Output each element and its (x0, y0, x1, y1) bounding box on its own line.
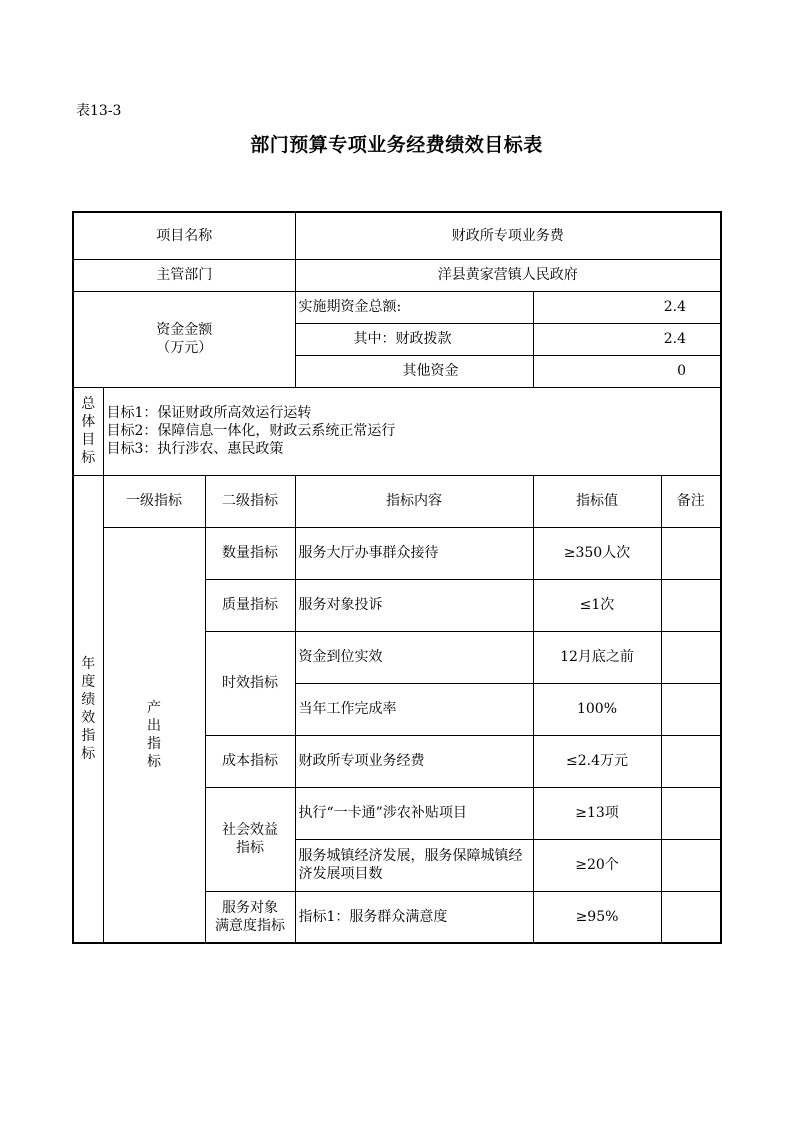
goal-item: 目标2：保障信息一体化，财政云系统正常运行 (106, 423, 396, 439)
indicator-note (661, 527, 721, 579)
funds-total-label: 实施期资金总额: (295, 291, 533, 323)
indicator-note (661, 891, 721, 943)
indicator-note (661, 735, 721, 787)
indicator-value: ≥350人次 (533, 527, 661, 579)
indicator-value: 12月底之前 (533, 631, 661, 683)
indicator-content: 当年工作完成率 (295, 683, 533, 735)
indicators-header-row (73, 475, 721, 527)
funds-label (73, 291, 295, 387)
funds-label-line1: 资金金额 (156, 322, 213, 338)
overall-goals-label: 总 体 目 标 (73, 387, 103, 475)
indicator-content: 执行“一卡通”涉农补贴项目 (295, 787, 533, 839)
funds-other-value: 0 (533, 355, 721, 387)
header-level2: 二级指标 (205, 475, 295, 527)
goal-item: 目标3：执行涉农、惠民政策 (106, 441, 284, 457)
indicator-content: 指标1：服务群众满意度 (295, 891, 533, 943)
funds-other-label: 其他资金 (295, 355, 533, 387)
annual-indicators-label: 年 度 绩 效 指 标 (73, 475, 103, 943)
overall-goals-text (103, 387, 721, 475)
performance-table (72, 211, 722, 944)
header-note: 备注 (661, 475, 721, 527)
table-code: 表13-3 (76, 103, 122, 119)
goal-item: 目标1：保证财政所高效运行运转 (106, 405, 312, 421)
level2-quality: 质量指标 (205, 579, 295, 631)
project-name-row (73, 212, 721, 259)
indicator-note (661, 787, 721, 839)
indicator-note (661, 683, 721, 735)
department-row (73, 259, 721, 291)
indicator-note (661, 839, 721, 891)
funds-fiscal-value: 2.4 (533, 323, 721, 355)
project-name-label: 项目名称 (73, 212, 295, 259)
funds-fiscal-label: 其中：财政拨款 (295, 323, 533, 355)
output-indicators-label: 产 出 指 标 (103, 527, 205, 943)
page-title: 部门预算专项业务经费绩效目标表 (250, 134, 543, 156)
indicator-row (73, 527, 721, 579)
department-label: 主管部门 (73, 259, 295, 291)
indicator-content: 服务对象投诉 (295, 579, 533, 631)
indicator-content: 服务城镇经济发展，服务保障城镇经济发展项目数 (295, 839, 533, 891)
indicator-content: 资金到位实效 (295, 631, 533, 683)
indicator-value: 100% (533, 683, 661, 735)
funds-total-value: 2.4 (533, 291, 721, 323)
department-value: 洋县黄家营镇人民政府 (295, 259, 721, 291)
level2-cost: 成本指标 (205, 735, 295, 787)
indicator-content: 财政所专项业务经费 (295, 735, 533, 787)
overall-goals-row (73, 387, 721, 475)
level2-social-benefit: 社会效益 指标 (205, 787, 295, 891)
indicator-note (661, 631, 721, 683)
header-content: 指标内容 (295, 475, 533, 527)
indicator-value: ≤2.4万元 (533, 735, 661, 787)
level2-quantity: 数量指标 (205, 527, 295, 579)
indicator-note (661, 579, 721, 631)
indicator-value: ≥13项 (533, 787, 661, 839)
funds-total-row (73, 291, 721, 323)
funds-label-line2: （万元） (156, 340, 213, 356)
indicator-content: 服务大厅办事群众接待 (295, 527, 533, 579)
level2-satisfaction: 服务对象 满意度指标 (205, 891, 295, 943)
indicator-value: ≤1次 (533, 579, 661, 631)
indicator-value: ≥20个 (533, 839, 661, 891)
level2-timeliness: 时效指标 (205, 631, 295, 735)
header-value: 指标值 (533, 475, 661, 527)
header-level1: 一级指标 (103, 475, 205, 527)
project-name-value: 财政所专项业务费 (295, 212, 721, 259)
indicator-value: ≥95% (533, 891, 661, 943)
